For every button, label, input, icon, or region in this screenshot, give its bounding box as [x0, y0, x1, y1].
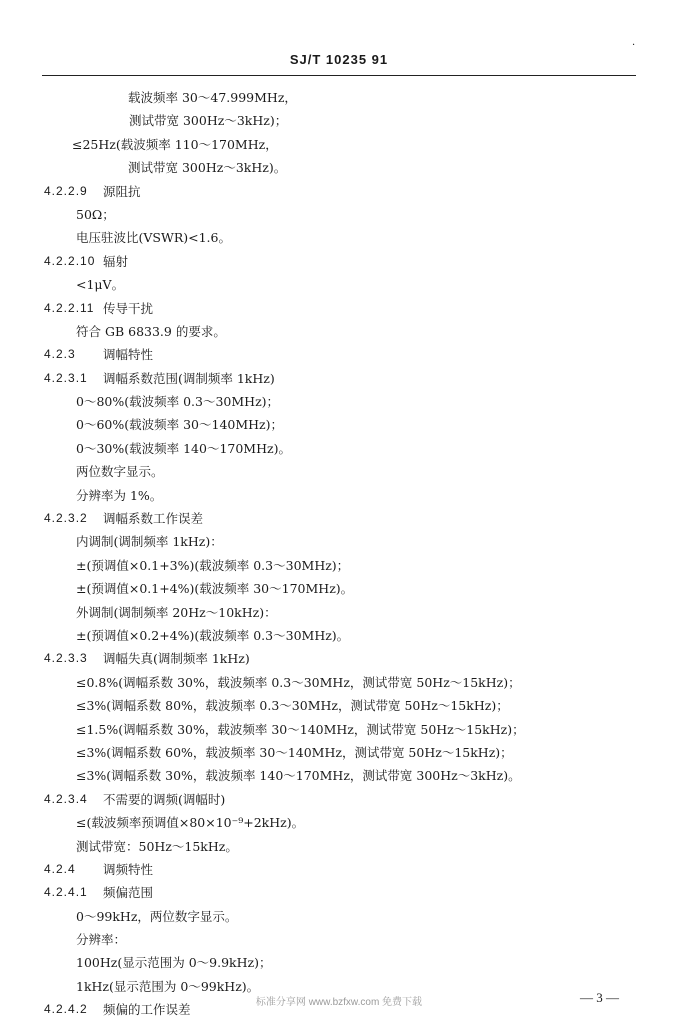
section-heading [0, 647, 678, 670]
text-line [0, 530, 678, 553]
section-heading [0, 858, 678, 881]
section-number: 4.2.2.10 [44, 253, 96, 268]
text-line [0, 951, 678, 974]
text-line [0, 554, 678, 577]
section-heading [0, 788, 678, 811]
line-text: 测试带宽：50Hz～15kHz。 [76, 838, 238, 854]
line-text: 1kHz(显示范围为 0～99kHz)。 [76, 978, 260, 994]
text-line [0, 624, 678, 647]
line-text: 内调制(调制频率 1kHz)： [76, 534, 223, 550]
section-title: 调幅特性 [103, 347, 154, 363]
text-line [0, 109, 678, 132]
line-text: 分辨率： [76, 932, 127, 948]
section-heading [0, 367, 678, 390]
text-line [0, 694, 678, 717]
line-text: 0～60%(载波频率 30～140MHz)； [76, 417, 284, 433]
line-text: ≤3%(调幅系数 30%，载波频率 140～170MHz，测试带宽 300Hz～3kHz)。 [76, 768, 521, 784]
section-number: 4.2.3.3 [44, 651, 88, 666]
text-line [0, 577, 678, 600]
line-text: 分辨率为 1%。 [76, 487, 163, 503]
section-heading [0, 180, 678, 203]
line-text: 符合 GB 6833.9 的要求。 [76, 323, 226, 339]
section-number: 4.2.3.2 [44, 511, 88, 526]
text-line [0, 601, 678, 624]
section-number: 4.2.4.1 [44, 885, 88, 900]
text-line [0, 484, 678, 507]
text-line [0, 835, 678, 858]
line-text: <1μV。 [76, 277, 125, 293]
section-title: 调幅失真(调制频率 1kHz) [103, 651, 250, 667]
line-text: ±(预调值×0.2+4%)(载波频率 0.3～30MHz)。 [76, 627, 350, 643]
line-text: ≤1.5%(调幅系数 30%，载波频率 30～140MHz，测试带宽 50Hz～15kHz)； [76, 721, 525, 737]
text-line [0, 156, 678, 179]
text-line [0, 718, 678, 741]
section-title: 调幅系数范围(调制频率 1kHz) [103, 370, 275, 386]
text-line [0, 86, 678, 109]
section-title: 频偏的工作误差 [103, 1002, 191, 1018]
line-text: 外调制(调制频率 20Hz～10kHz)： [76, 604, 277, 620]
line-text: ±(预调值×0.1+3%)(载波频率 0.3～30MHz)； [76, 557, 350, 573]
text-line [0, 811, 678, 834]
line-text: 载波频率 30～47.999MHz， [128, 90, 297, 105]
text-line [0, 203, 678, 226]
text-line [0, 905, 678, 928]
section-number: 4.2.3.1 [44, 370, 88, 385]
section-number: 4.2.3 [44, 347, 76, 362]
line-text: ≤0.8%(调幅系数 30%，载波频率 0.3～30MHz，测试带宽 50Hz～15kHz)； [76, 674, 521, 690]
header-rule [42, 75, 636, 76]
section-title: 传导干扰 [103, 300, 154, 316]
section-number: 4.2.4 [44, 861, 76, 876]
line-text: 0～30%(载波频率 140～170MHz)。 [76, 440, 291, 456]
text-line [0, 273, 678, 296]
line-text: ≤25Hz(载波频率 110～170MHz， [72, 136, 278, 152]
text-line [0, 320, 678, 343]
line-text: 测试带宽 300Hz～3kHz)； [129, 113, 288, 129]
line-text: ±(预调值×0.1+4%)(载波频率 30～170MHz)。 [76, 581, 354, 597]
text-line [0, 437, 678, 460]
line-text: 50Ω； [76, 206, 115, 222]
text-line [0, 671, 678, 694]
section-number: 4.2.2.11 [44, 300, 95, 315]
section-title: 调频特性 [103, 861, 154, 877]
section-title: 频偏范围 [103, 885, 154, 901]
section-number: 4.2.3.4 [44, 791, 88, 806]
standard-number-header: SJ/T 10235 91 [289, 52, 389, 67]
text-line [0, 741, 678, 764]
section-number: 4.2.4.2 [44, 1002, 88, 1017]
text-line [0, 764, 678, 787]
line-text: 电压驻波比(VSWR)<1.6。 [76, 230, 231, 246]
line-text: ≤(载波频率预调值×80×10⁻⁹+2kHz)。 [76, 815, 305, 831]
text-line [0, 133, 678, 156]
section-title: 调幅系数工作误差 [103, 511, 204, 527]
line-text: 测试带宽 300Hz～3kHz)。 [128, 160, 287, 176]
section-title: 不需要的调频(调幅时) [103, 791, 226, 807]
line-text: ≤3%(调幅系数 60%，载波频率 30～140MHz，测试带宽 50Hz～15kHz)； [76, 744, 513, 760]
watermark-footer: 标准分享网 www.bzfxw.com 免费下载 [255, 997, 423, 1008]
line-text: 0～99kHz，两位数字显示。 [76, 908, 238, 924]
section-heading [0, 507, 678, 530]
section-title: 辐射 [103, 253, 129, 269]
text-line [0, 928, 678, 951]
text-line [0, 413, 678, 436]
page-number: — 3 — [580, 990, 619, 1005]
section-number: 4.2.2.9 [44, 183, 88, 198]
section-heading [0, 250, 678, 273]
scan-speck: · [632, 40, 636, 51]
line-text: ≤3%(调幅系数 80%，载波频率 0.3～30MHz，测试带宽 50Hz～15kHz)； [76, 698, 509, 714]
text-line [0, 460, 678, 483]
text-line [0, 226, 678, 249]
section-heading [0, 343, 678, 366]
text-line [0, 390, 678, 413]
section-title: 源阻抗 [103, 183, 141, 199]
line-text: 0～80%(载波频率 0.3～30MHz)； [76, 394, 280, 410]
section-heading [0, 297, 678, 320]
line-text: 100Hz(显示范围为 0～9.9kHz)； [76, 955, 272, 971]
line-text: 两位数字显示。 [76, 464, 164, 480]
section-heading [0, 881, 678, 904]
document-body [0, 86, 678, 1022]
